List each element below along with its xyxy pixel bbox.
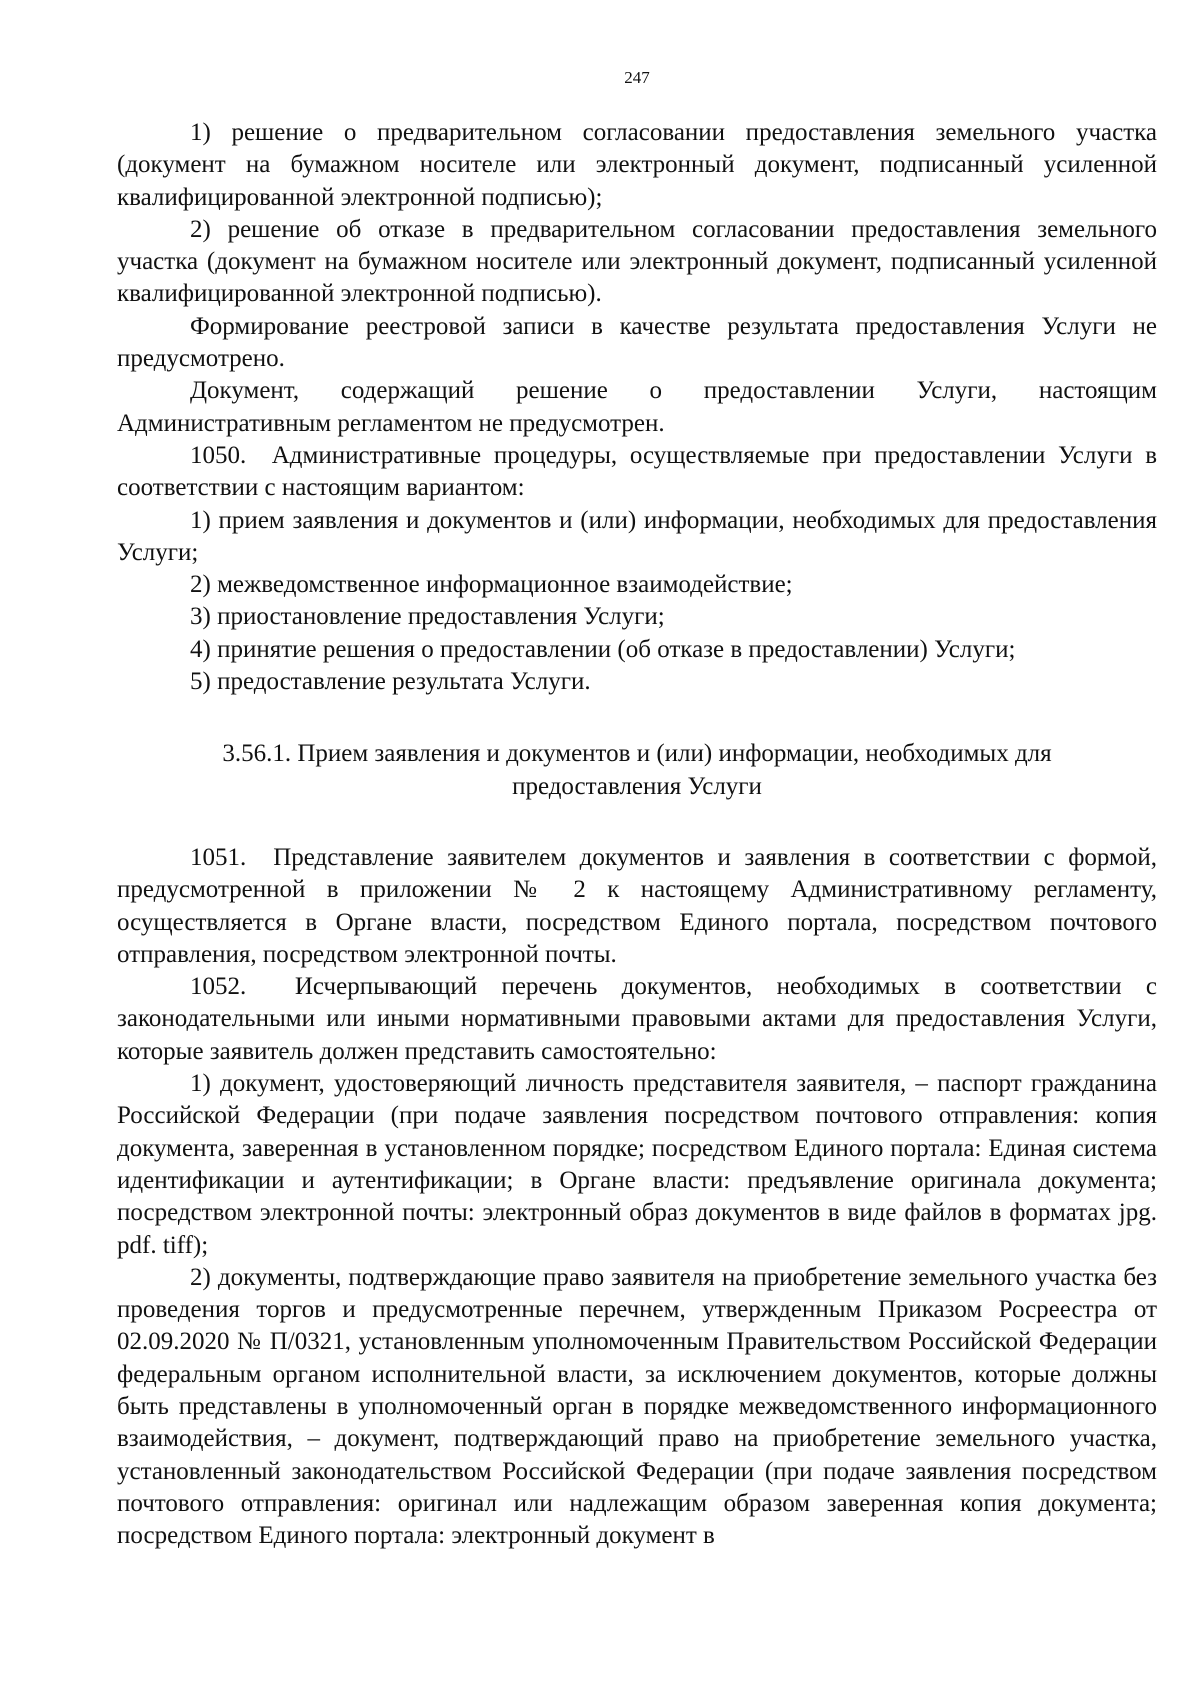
paragraph-registry-record: Формирование реестровой записи в качестве результата предоставления Услуги не предусмотрено. (117, 312, 1157, 373)
section-heading: 3.56.1. Прием заявления и документов и (или) информации, необходимых для предоставления Услуги (222, 740, 1052, 800)
list-item-procedure-3: 3) приостановление предоставления Услуги; (190, 603, 665, 631)
page-number: 247 (624, 68, 650, 87)
paragraph-decision-document: Документ, содержащий решение о предоставлении Услуги, настоящим Административным регламентом не предусмотрен. (117, 377, 1157, 437)
list-item-procedure-2: 2) межведомственное информационное взаимодействие; (190, 571, 793, 599)
list-item-procedure-5: 5) предоставление результата Услуги. (190, 668, 591, 696)
document-page (117, 0, 1157, 1697)
paragraph-result-refusal: 2) решение об отказе в предварительном согласовании предоставления земельного участка (документ на бумажном носителе или электронный документ, подписанный усиленной квалифицированной электронной подписью). (117, 215, 1157, 308)
paragraph-1052: 1052. Исчерпывающий перечень документов, необходимых в соответствии с законодательными или иными нормативными правовыми актами для предоставления Услуги, которые заявитель должен представить самостоятельно: (117, 973, 1157, 1065)
list-item-procedure-4: 4) принятие решения о предоставлении (об отказе в предоставлении) Услуги; (190, 635, 1016, 663)
paragraph-1050: 1050. Административные процедуры, осуществляемые при предоставлении Услуги в соответствии с настоящим вариантом: (117, 441, 1157, 502)
document-body (117, 117, 1157, 1552)
list-item-document-2: 2) документы, подтверждающие право заявителя на приобретение земельного участка без проведения торгов и предусмотренные перечнем, утвержденным Приказом Росреестра от 02.09.2020 № П/0321, установленным уполномоченным Правительством Российской Федерации федеральным органом исполнительной власти, за исключением документов, которые должны быть представлены в уполномоченный орган в порядке межведомственного информационного взаимодействия, – документ, подтверждающий право на приобретение земельного участка, установленный законодательством Российской Федерации (при подаче заявления посредством почтового отправления: оригинал или надлежащим образом заверенная копия документа; посредством Единого портала: электронный документ в (117, 1263, 1157, 1550)
paragraph-1051: 1051. Представление заявителем документов и заявления в соответствии с формой, предусмотренной в приложении № 2 к настоящему Административному регламенту, осуществляется в Органе власти, посредством Единого портала, посредством почтового отправления, посредством электронной почты. (117, 843, 1157, 968)
paragraph-result-approval: 1) решение о предварительном согласовании предоставления земельного участка (документ на бумажном носителе или электронный документ, подписанный усиленной квалифицированной электронной подписью); (117, 119, 1157, 211)
list-item-document-1: 1) документ, удостоверяющий личность представителя заявителя, – паспорт гражданина Российской Федерации (при подаче заявления посредством почтового отправления: копия документа, заверенная в установленном порядке; посредством Единого портала: Единая система идентификации и аутентификации; в Органе власти: предъявление оригинала документа; посредством электронной почты: электронный образ документов в виде файлов в форматах jpg. pdf. tiff); (117, 1070, 1157, 1259)
list-item-procedure-1: 1) прием заявления и документов и (или) информации, необходимых для предоставления Услуги; (117, 506, 1157, 566)
